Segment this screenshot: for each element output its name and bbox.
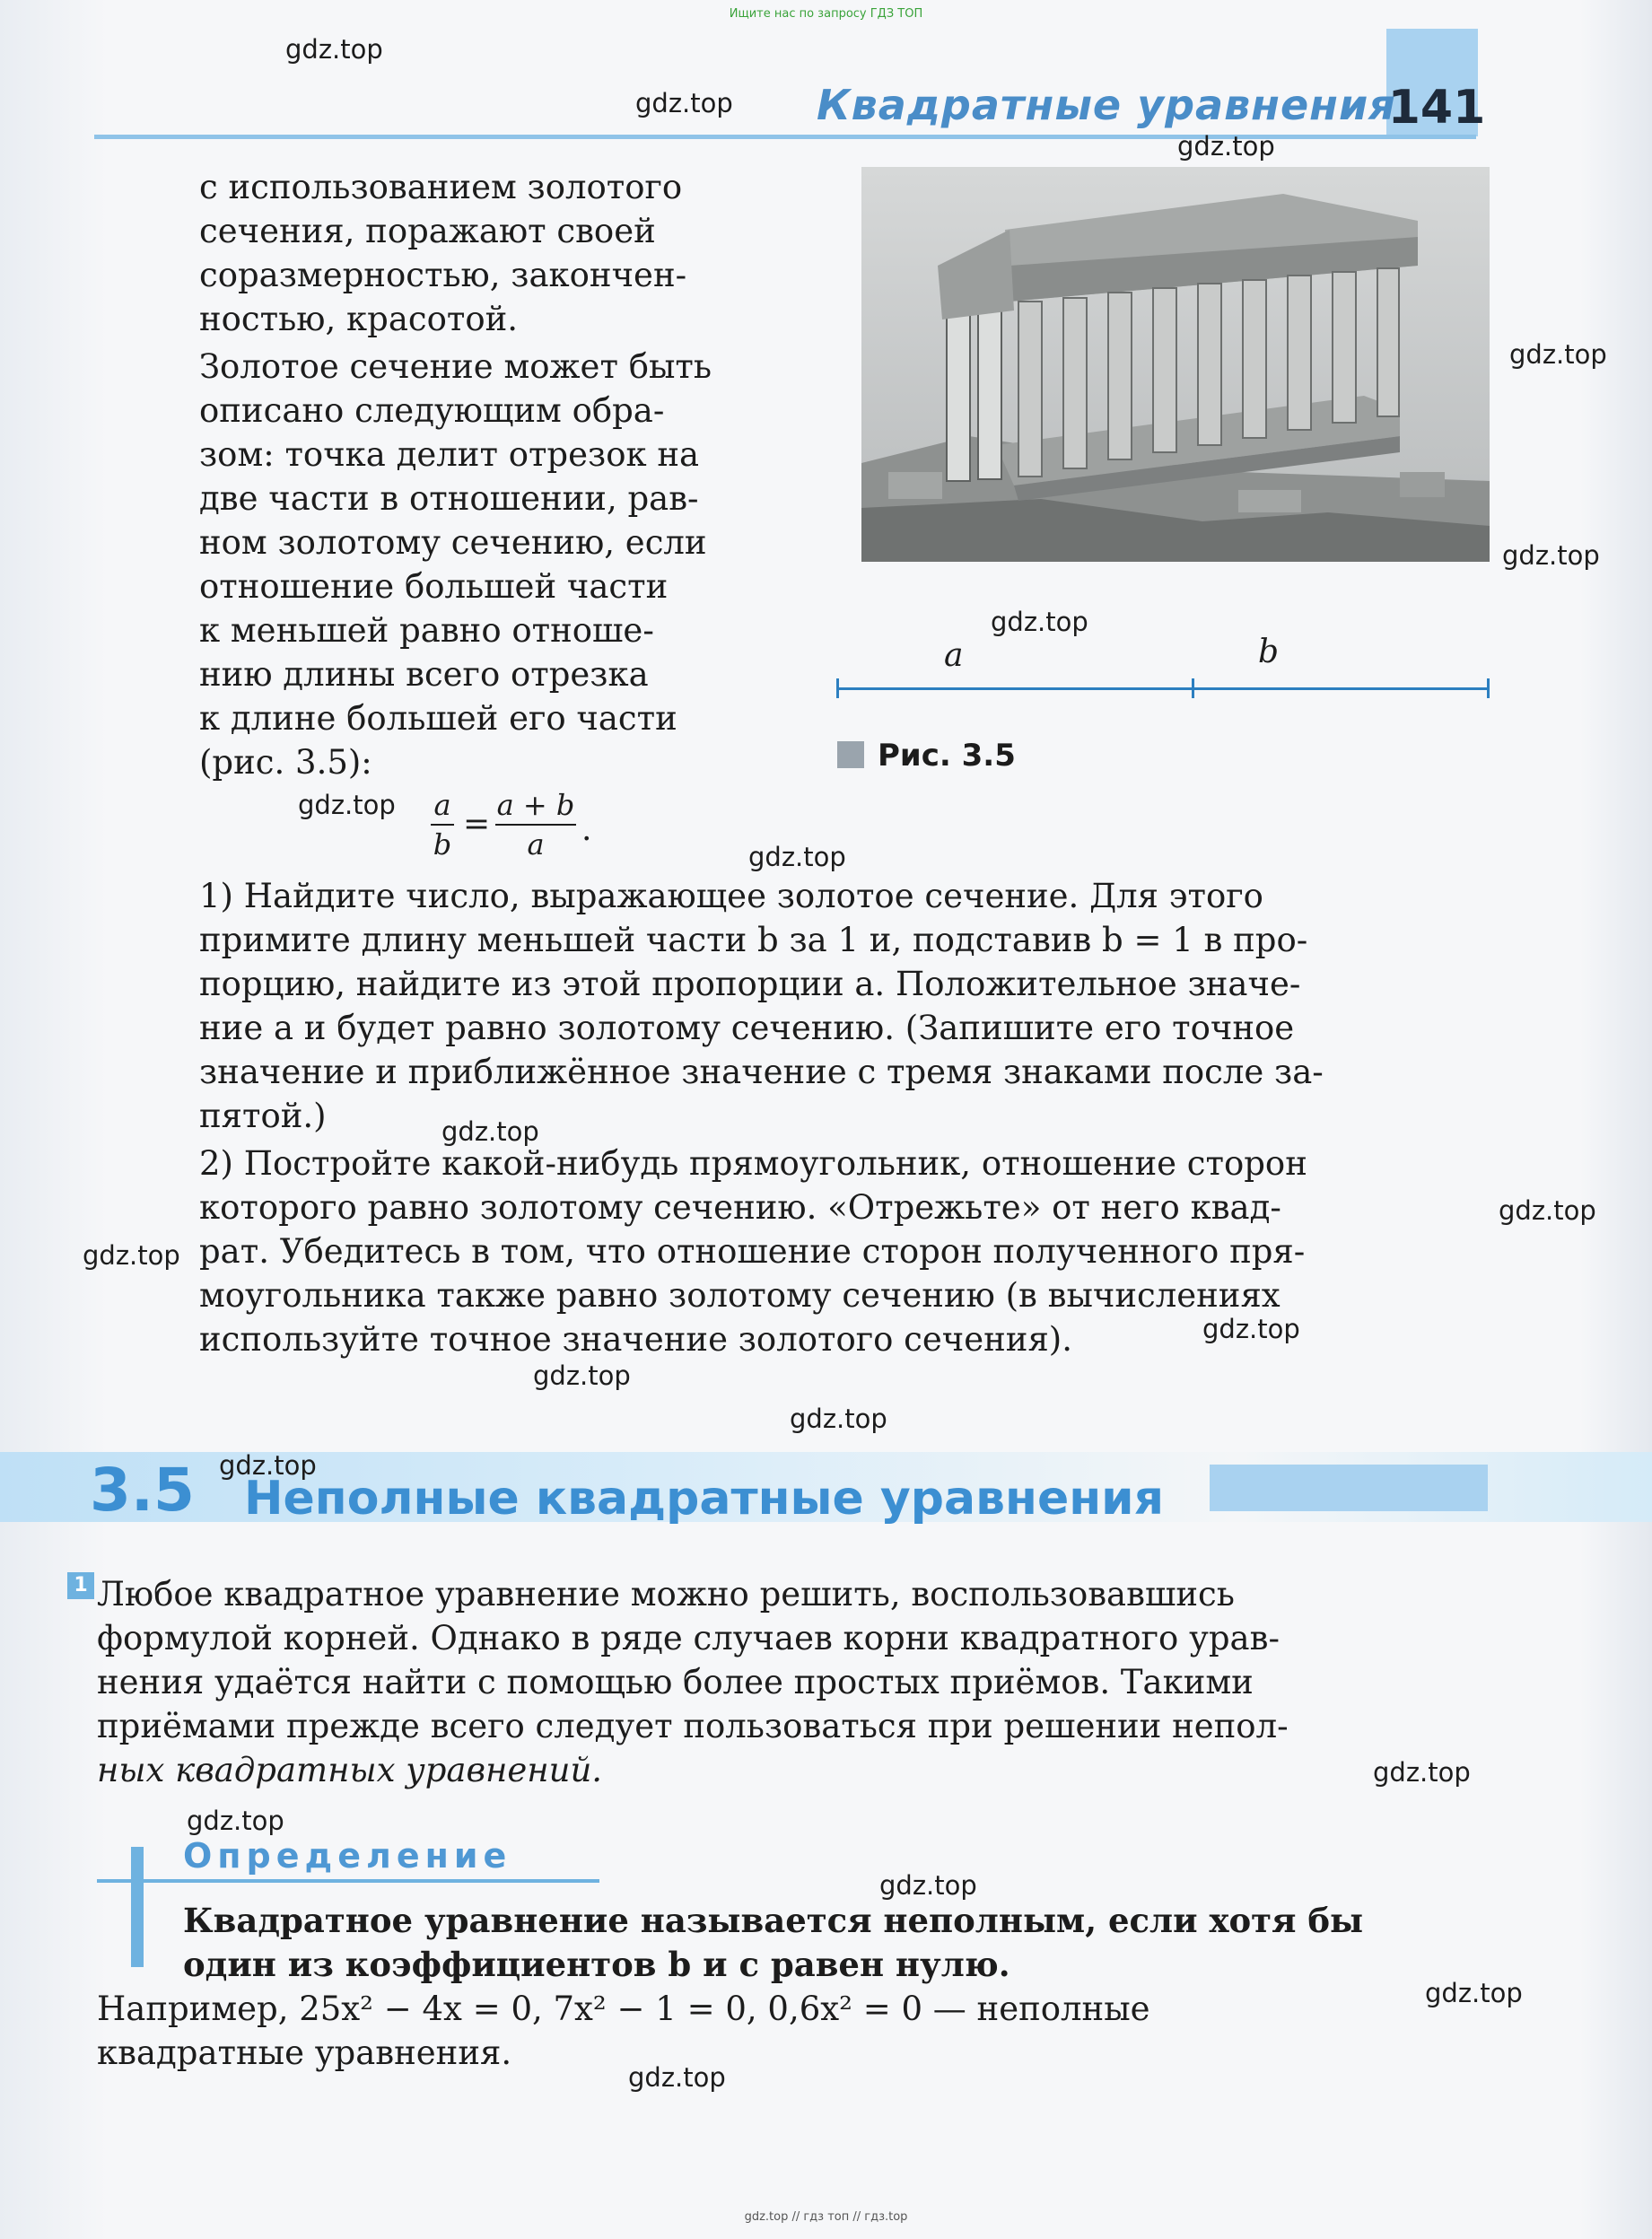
golden-ratio-formula: a b = a + b a .	[431, 788, 601, 869]
bottom-note: gdz.top // гдз топ // гдз.top	[744, 2210, 908, 2224]
page-number: 141	[1387, 81, 1486, 135]
watermark: gdz.top	[441, 1116, 539, 1147]
watermark: gdz.top	[748, 842, 846, 872]
watermark: gdz.top	[219, 1450, 317, 1481]
paragraph-golden-section-intro: с использованием золотого сечения, поражают своей соразмерностью, закончен- ностью, красотой.	[199, 168, 687, 338]
top-note: Ищите нас по запросу ГДЗ ТОП	[729, 7, 923, 21]
section-header-accent	[1210, 1465, 1488, 1511]
watermark: gdz.top	[285, 34, 383, 65]
watermark: gdz.top	[628, 2062, 726, 2093]
section-number: 3.5	[90, 1456, 195, 1525]
paragraph-golden-section-definition: Золотое сечение может быть описано следующим обра- зом: точка делит отрезок на две части в отношении, рав- ном золотому сечению, если отношение большей части к меньшей равно отноше- нию длины всего отрезка к длине большей его части (рис. 3.5):	[199, 347, 712, 782]
watermark: gdz.top	[790, 1404, 887, 1434]
figure-caption: Рис. 3.5	[878, 738, 1016, 774]
watermark: gdz.top	[1509, 339, 1607, 370]
watermark: gdz.top	[533, 1360, 631, 1391]
intro-paragraph: Любое квадратное уравнение можно решить, воспользовавшись формулой корней. Однако в ряде случаев корни квадратного урав- нения удаётся найти с помощью более простых приёмов. Такими приёмами прежде всего следует пользоваться при решении непол- ных квадратных уравнений.	[97, 1575, 1289, 1789]
running-header-title: Квадратные уравнения	[817, 81, 1396, 129]
fraction-a-plus-b-over-a: a + b a	[496, 788, 575, 861]
watermark: gdz.top	[1373, 1757, 1471, 1788]
parthenon-photo	[861, 167, 1490, 562]
figure-caption-marker	[837, 741, 864, 768]
segment-label-a: a	[944, 637, 964, 674]
segment-label-b: b	[1258, 634, 1280, 670]
watermark: gdz.top	[1425, 1978, 1523, 2008]
section-title: Неполные квадратные уравнения	[244, 1472, 1164, 1526]
watermark: gdz.top	[1177, 131, 1275, 162]
definition-side-bar	[131, 1847, 144, 1967]
watermark: gdz.top	[635, 88, 733, 118]
segment-tick-division	[1192, 678, 1194, 698]
watermark: gdz.top	[991, 607, 1088, 637]
definition-underline	[97, 1879, 599, 1883]
segment-tick-start	[836, 678, 839, 698]
task-1: 1) Найдите число, выражающее золотое сечение. Для этого примите длину меньшей части b за 1 и, подставив b = 1 в про- порцию, найдите из этой пропорции a. Положительное значе- ние a и будет равно золотому сечению. (Запишите его точное значение и приближённое значение с тремя знаками после за- пятой.)	[199, 877, 1324, 1135]
definition-title: Определение	[183, 1836, 512, 1876]
watermark: gdz.top	[298, 790, 396, 820]
watermark: gdz.top	[187, 1806, 284, 1836]
example-paragraph: Например, 25x² − 4x = 0, 7x² − 1 = 0, 0,6x² = 0 — неполные квадратные уравнения.	[97, 1990, 1150, 2072]
watermark: gdz.top	[1202, 1314, 1300, 1344]
segment-tick-end	[1487, 678, 1490, 698]
definition-text: Квадратное уравнение называется неполным, если хотя бы один из коэффициентов b и c равен нулю.	[183, 1901, 1364, 1984]
watermark: gdz.top	[879, 1870, 977, 1901]
parthenon-illustration	[861, 167, 1490, 562]
task-2: 2) Постройте какой-нибудь прямоугольник, отношение сторон которого равно золотому сечению. «Отрежьте» от него квад- рат. Убедитесь в том, что отношение сторон полученного пря- моугольника также равно золотому сечению (в вычислениях используйте точное значение золотого сечения).	[199, 1144, 1307, 1359]
golden-section-segment	[836, 687, 1490, 690]
watermark: gdz.top	[1499, 1195, 1596, 1226]
watermark: gdz.top	[83, 1240, 180, 1271]
watermark: gdz.top	[1502, 540, 1600, 571]
equals-sign: =	[463, 806, 491, 843]
paragraph-marker: 1	[67, 1572, 94, 1599]
fraction-a-over-b: a b	[431, 788, 454, 861]
